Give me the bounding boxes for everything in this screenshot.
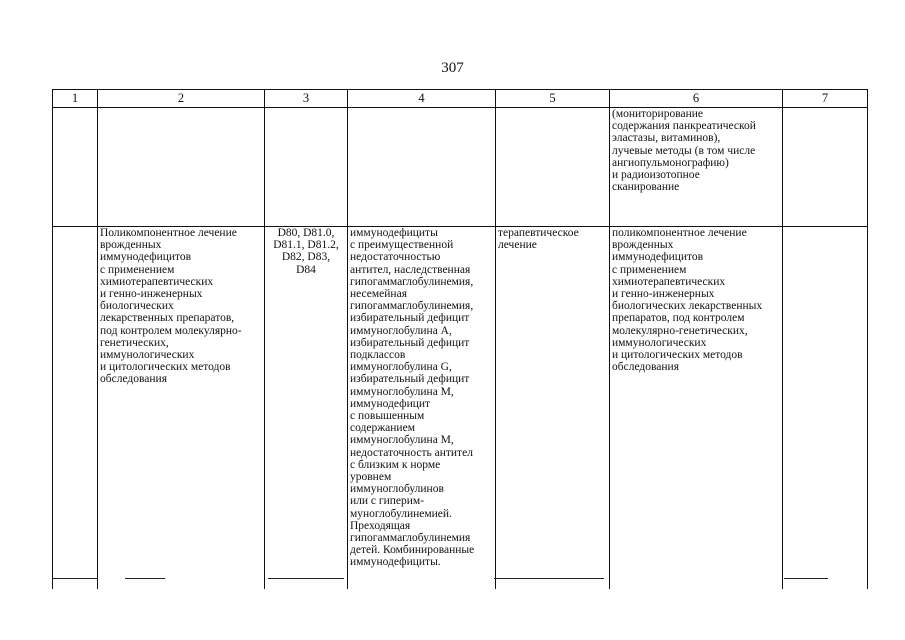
row2-treatment-method [610,227,783,590]
text-line: и генно-инженерных [100,288,203,301]
column-header-1: 1 [53,90,98,108]
text-line: и генно-инженерных [612,288,715,301]
column-header-3: 3 [265,90,348,108]
text-line: избирательный дефицит [350,336,470,349]
text-line: иммунодефицитов [100,251,192,264]
text-line: лечение [498,239,537,252]
text-line: иммунодефициты. [350,556,441,569]
text-line: детей. Комбинированные [350,544,475,557]
text-line: муноглобулинемией. [350,507,452,520]
row1-col4-cell [348,108,496,227]
text-line: иммуноглобулина М, [350,385,454,398]
text-line: генетических, [100,336,169,349]
text-line: гипогаммаглобулинемия [350,532,471,545]
text-line: и радиоизотопное [612,169,700,182]
text-line: недостаточностью [350,251,441,264]
text-line: сканирование [612,181,680,194]
row2-treatment-name [98,227,265,590]
text-line: обследования [100,373,167,386]
text-line: D81.1, D81.2, [273,239,339,252]
text-line: иммуноглобулинов [350,483,444,496]
text-line: уровнем [350,471,392,484]
text-line: поликомпонентное лечение [612,227,747,239]
column-header-6: 6 [610,90,783,108]
column-header-5: 5 [496,90,610,108]
text-line: обследования [612,361,679,374]
text-line: подклассов [350,349,406,362]
text-line: молекулярно-генетических, [612,324,748,337]
text-line: препаратов, под контролем [612,312,745,325]
text-line: терапевтическое [498,227,579,239]
text-line: D80, D81.0, [277,227,335,239]
text-line: иммуноглобулина М, [350,434,454,447]
text-line: химиотерапевтических [612,275,726,288]
row2-icd-codes [265,227,348,590]
text-line: с преимущественной [350,239,454,252]
text-line: эластазы, витаминов), [612,132,721,145]
table-row [53,108,868,227]
text-line: иммунодефицитов [612,251,704,264]
text-line: (мониторирование [612,108,703,120]
text-line: или с гиперим- [350,495,425,508]
row1-col2-cell [98,108,265,227]
medical-care-table [52,89,868,589]
text-line: иммуноглобулина G, [350,361,452,374]
text-line: недостаточность антител [350,446,473,459]
column-header-2: 2 [98,90,265,108]
text-line: несемейная [350,288,407,301]
text-line: гипогаммаглобулинемия, [350,300,474,313]
row2-col7-cell [783,227,868,590]
text-line: содержания панкреатической [612,120,756,133]
text-line: иммунологических [100,349,195,362]
bottom-cut-line [125,578,165,579]
text-line: лекарственных препаратов, [100,312,235,325]
text-line: избирательный дефицит [350,312,470,325]
text-line: иммунологических [612,336,707,349]
text-line: врожденных [612,239,674,252]
text-line: Поликомпонентное лечение [100,227,237,239]
text-line: иммунодефицит [350,397,431,410]
row1-col5-cell [496,108,610,227]
table-row [53,227,868,590]
text-line: и цитологических методов [100,361,231,374]
column-header-4: 4 [348,90,496,108]
text-line: лучевые методы (в том числе [612,144,756,157]
row1-col7-cell [783,108,868,227]
text-line: гипогаммаглобулинемия, [350,275,474,288]
bottom-cut-line [268,578,344,579]
text-line: с применением [100,263,175,276]
text-line: биологических [100,300,174,313]
bottom-cut-line [494,578,604,579]
text-line: врожденных [100,239,162,252]
row1-col6-methods-continued [610,108,783,227]
text-line: под контролем молекулярно- [100,324,242,337]
page-number: 307 [441,60,464,76]
bottom-cut-line [784,578,828,579]
text-line: иммунодефициты [350,227,438,239]
text-line: с применением [612,263,687,276]
text-line: иммуноглобулина А, [350,324,452,337]
text-line: с близким к норме [350,458,441,471]
text-line: с повышенным [350,410,425,423]
bottom-cut-line [52,578,98,579]
row2-treatment-type [496,227,610,590]
text-line: избирательный дефицит [350,373,470,386]
text-line: содержанием [350,422,415,435]
text-line: D84 [296,263,316,276]
text-line: D82, D83, [281,251,331,264]
text-line: и цитологических методов [612,349,743,362]
column-number-row [53,90,868,108]
column-header-7: 7 [783,90,868,108]
row1-col1-cell [53,108,98,227]
text-line: Преходящая [350,519,411,532]
text-line: антител, наследственная [350,263,471,276]
text-line: биологических лекарственных [612,300,763,313]
text-line: ангиопульмонографию) [612,156,729,169]
row1-col3-cell [265,108,348,227]
text-line: химиотерапевтических [100,275,214,288]
row2-diagnosis-model [348,227,496,590]
row2-col1-cell [53,227,98,590]
